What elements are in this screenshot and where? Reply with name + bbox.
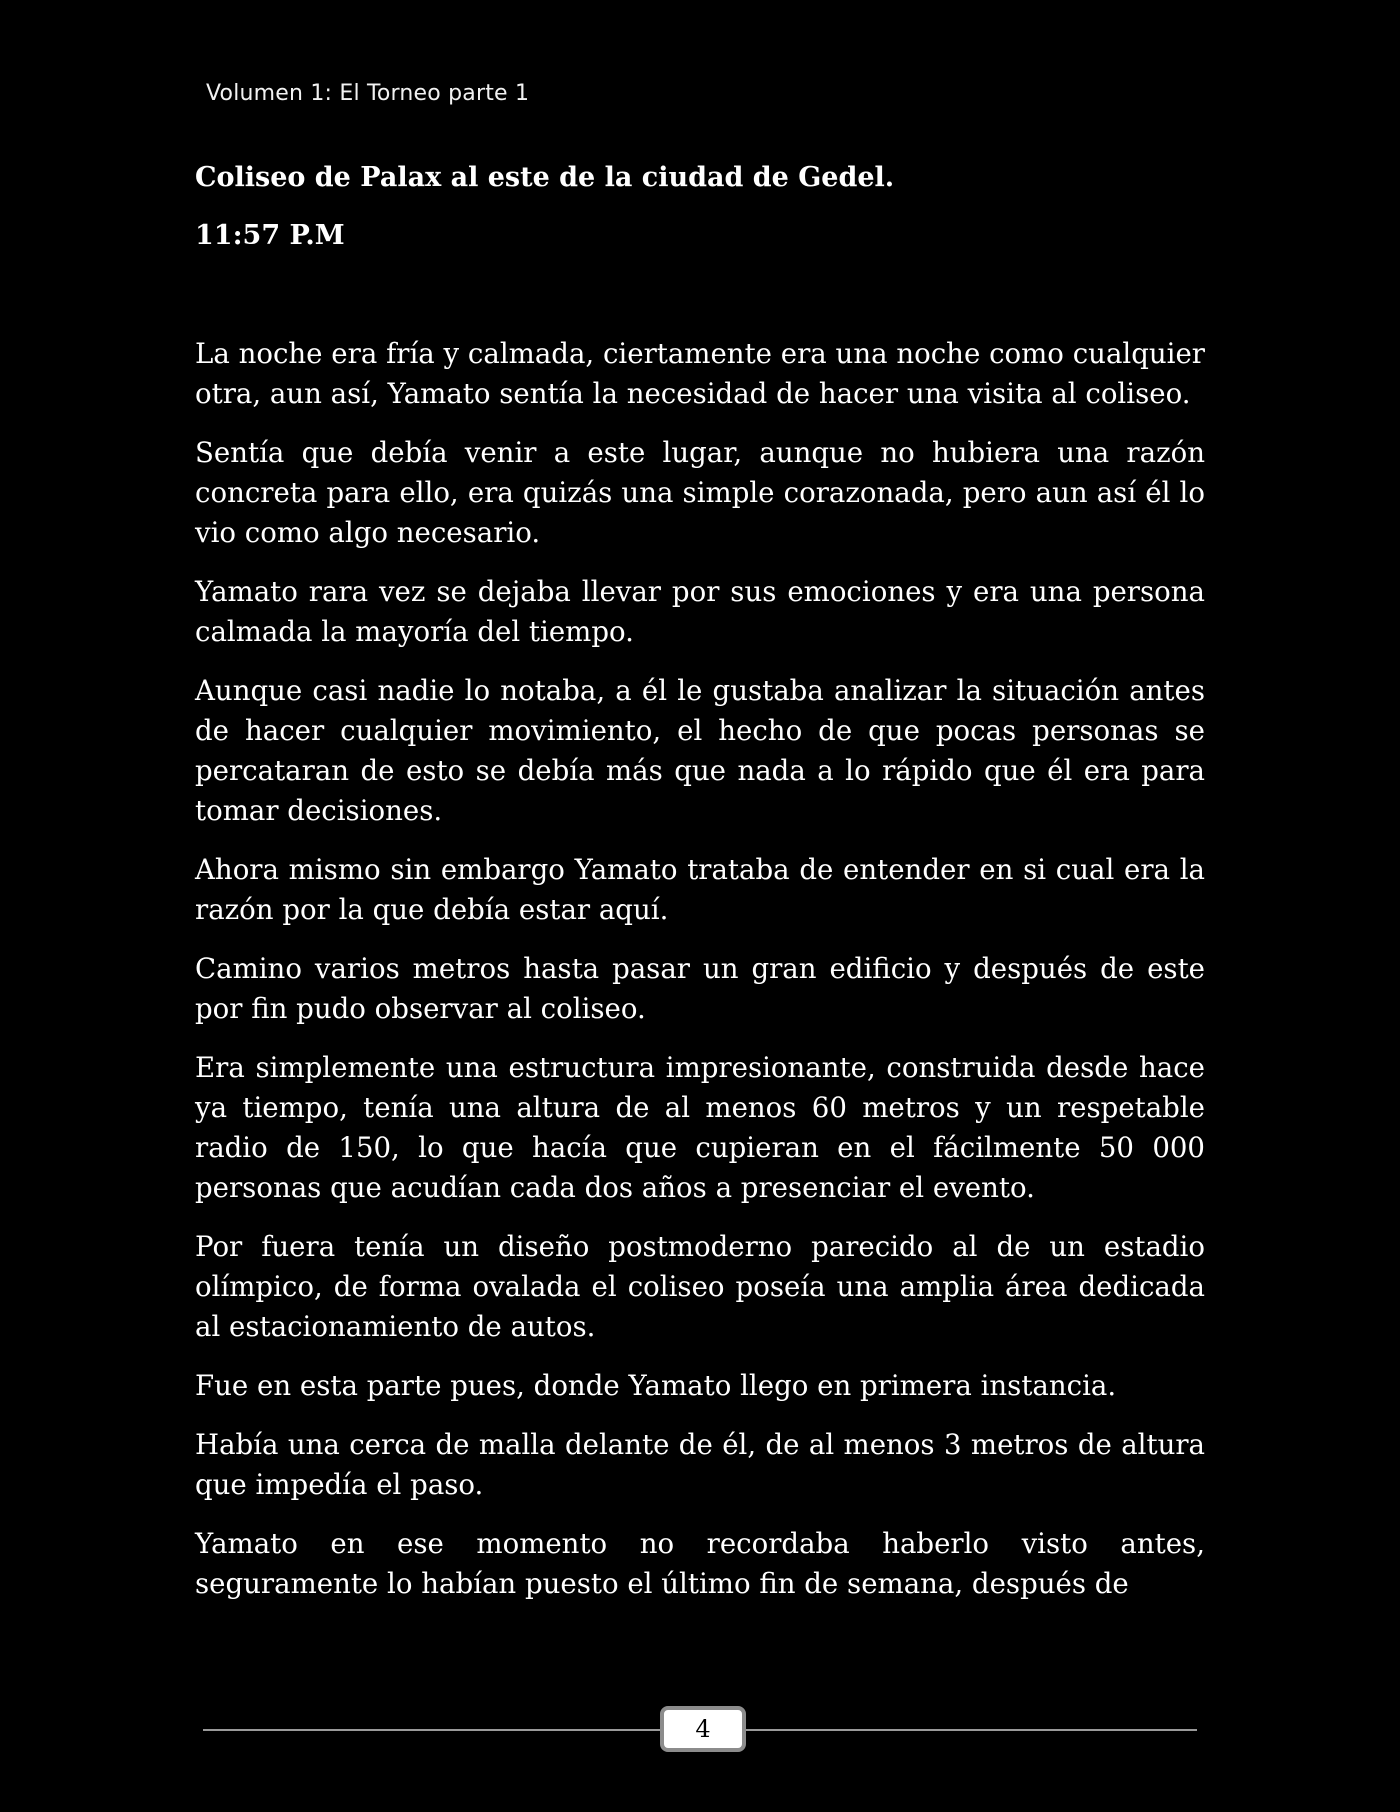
chapter-body [195, 334, 1205, 1604]
footer-divider-right [745, 1729, 1197, 1731]
paragraph: Yamato en ese momento no recordaba haberlo visto antes, seguramente lo habían puesto el último fin de semana, después de [195, 1527, 1205, 1600]
paragraph: Yamato rara vez se dejaba llevar por sus emociones y era una persona calmada la mayoría del tiempo. [195, 575, 1205, 648]
scene-time-heading: 11:57 P.M [195, 220, 345, 251]
paragraph: Por fuera tenía un diseño postmoderno parecido al de un estadio olímpico, de forma ovalada el coliseo poseía una amplia área dedicada al estacionamiento de autos. [195, 1230, 1205, 1343]
paragraph: Había una cerca de malla delante de él, de al menos 3 metros de altura que impedía el paso. [195, 1428, 1205, 1501]
footer-divider-left [203, 1729, 663, 1731]
paragraph: Ahora mismo sin embargo Yamato trataba de entender en si cual era la razón por la que debía estar aquí. [195, 853, 1205, 926]
paragraph: Sentía que debía venir a este lugar, aunque no hubiera una razón concreta para ello, era quizás una simple corazonada, pero aun así él lo vio como algo necesario. [195, 436, 1205, 549]
running-header: Volumen 1: El Torneo parte 1 [206, 81, 530, 106]
paragraph: Fue en esta parte pues, donde Yamato llego en primera instancia. [195, 1369, 1117, 1402]
paragraph: Camino varios metros hasta pasar un gran edificio y después de este por fin pudo observar al coliseo. [195, 952, 1205, 1025]
paragraph: La noche era fría y calmada, ciertamente era una noche como cualquier otra, aun así, Yamato sentía la necesidad de hacer una visita al coliseo. [195, 337, 1205, 410]
paragraph: Era simplemente una estructura impresionante, construida desde hace ya tiempo, tenía una altura de al menos 60 metros y un respetable radio de 150, lo que hacía que cupieran en el fácilmente 50 000 personas que acudían cada dos años a presenciar el evento. [195, 1051, 1205, 1204]
scene-location-heading: Coliseo de Palax al este de la ciudad de Gedel. [195, 162, 895, 193]
page-number: 4 [660, 1706, 746, 1752]
paragraph: Aunque casi nadie lo notaba, a él le gustaba analizar la situación antes de hacer cualquier movimiento, el hecho de que pocas personas se percataran de esto se debía más que nada a lo rápido que él era para tomar decisiones. [195, 674, 1205, 827]
